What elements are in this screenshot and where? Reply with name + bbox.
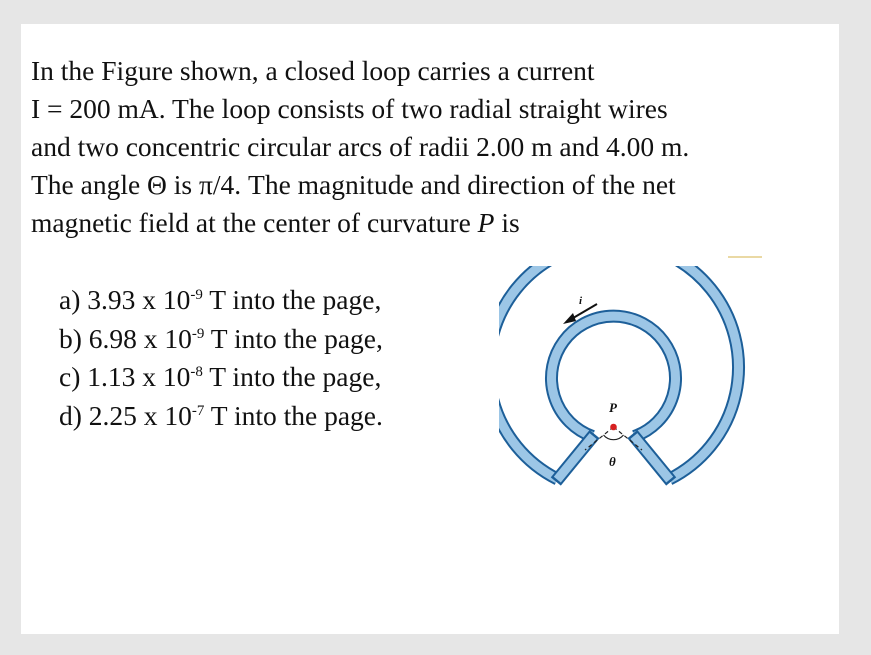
option-a[interactable]: [59, 281, 479, 320]
question-line: [31, 204, 821, 242]
center-point-p: [610, 424, 617, 431]
answer-options: [59, 281, 479, 435]
point-p-label: P: [477, 207, 495, 238]
left-radial-wire-fill: [557, 436, 593, 480]
question-line-end: is: [501, 207, 520, 238]
option-b-unit: T into the page,: [204, 322, 383, 354]
question-line: The angle Θ is π/4. The magnitude and direction of the net: [31, 169, 676, 200]
option-b[interactable]: [59, 320, 479, 359]
decorative-line: [728, 256, 762, 258]
option-c-unit: T into the page,: [202, 361, 382, 392]
angle-arc: [604, 435, 624, 440]
question-line: I = 200 mA. The loop consists of two radial straight wires: [31, 93, 668, 124]
option-a-exponent: -9: [190, 287, 203, 303]
loop-figure: [499, 266, 789, 496]
question-line: and two concentric circular arcs of radii 2.00 m and 4.00 m.: [31, 131, 690, 162]
right-radial-wire-fill: [634, 436, 670, 480]
option-a-mantissa: a) 3.93 x 10: [59, 284, 191, 315]
center-label-p: P: [609, 400, 617, 415]
angle-label-theta: θ: [609, 454, 616, 469]
option-d-unit: T into the page.: [204, 399, 383, 431]
option-d[interactable]: [59, 397, 479, 436]
question-line: In the Figure shown, a closed loop carries a current: [31, 55, 595, 86]
question-text: [31, 52, 821, 242]
slide: [21, 24, 839, 634]
outer-arc: [499, 266, 739, 479]
question-line-text: magnetic field at the center of curvature: [31, 207, 471, 238]
option-c-exponent: -8: [190, 364, 203, 380]
option-a-unit: T into the page,: [202, 284, 382, 315]
option-b-mantissa: b) 6.98 x 10: [59, 322, 192, 354]
option-d-exponent: -7: [191, 402, 205, 419]
current-label-i: i: [579, 295, 583, 307]
inner-arc-fill: [552, 316, 676, 436]
option-c[interactable]: [59, 358, 479, 397]
option-c-mantissa: c) 1.13 x 10: [59, 361, 191, 392]
option-d-mantissa: d) 2.25 x 10: [59, 399, 192, 431]
option-b-exponent: -9: [191, 325, 205, 342]
